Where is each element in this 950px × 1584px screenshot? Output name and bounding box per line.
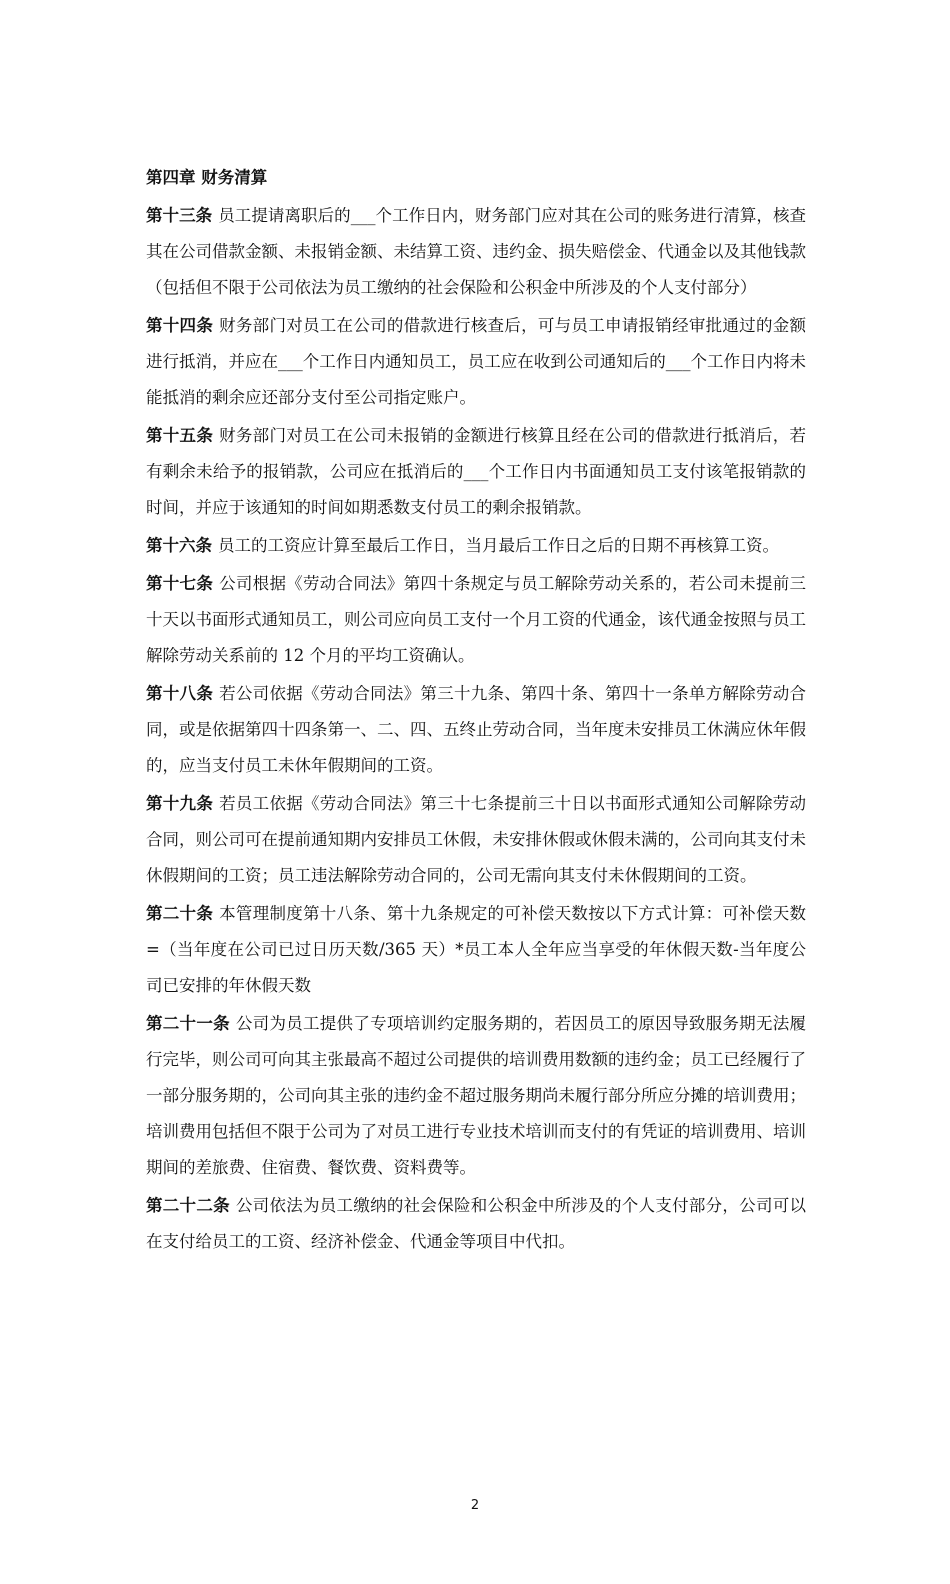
article-label: 第十四条 xyxy=(146,316,214,335)
article-paragraph xyxy=(146,566,806,674)
article-paragraph xyxy=(146,1188,806,1260)
article-list xyxy=(146,198,806,1260)
article-paragraph xyxy=(146,786,806,894)
article-label: 第十六条 xyxy=(146,536,212,555)
article-paragraph xyxy=(146,418,806,526)
article-paragraph xyxy=(146,528,806,564)
article-paragraph xyxy=(146,308,806,416)
article-text: 员工提请离职后的___个工作日内，财务部门应对其在公司的账务进行清算，核查其在公司借款金额、未报销金额、未结算工资、违约金、损失赔偿金、代通金以及其他钱款（包括但不限于公司依法为员工缴纳的社会保险和公积金中所涉及的个人支付部分） xyxy=(146,206,807,297)
article-paragraph xyxy=(146,896,806,1004)
article-text: 财务部门对员工在公司未报销的金额进行核算且经在公司的借款进行抵消后，若有剩余未给予的报销款，公司应在抵消后的___个工作日内书面通知员工支付该笔报销款的时间，并应于该通知的时间如期悉数支付员工的剩余报销款。 xyxy=(146,426,807,517)
article-text: 公司为员工提供了专项培训约定服务期的，若因员工的原因导致服务期无法履行完毕，则公司可向其主张最高不超过公司提供的培训费用数额的违约金；员工已经履行了一部分服务期的，公司向其主张的违约金不超过服务期尚未履行部分所应分摊的培训费用；培训费用包括但不限于公司为了对员工进行专业技术培训而支付的有凭证的培训费用、培训期间的差旅费、住宿费、餐饮费、资料费等。 xyxy=(146,1014,807,1177)
article-label: 第二十二条 xyxy=(146,1196,230,1215)
document-body xyxy=(146,160,806,1262)
article-text: 公司根据《劳动合同法》第四十条规定与员工解除劳动关系的，若公司未提前三十天以书面形式通知员工，则公司应向员工支付一个月工资的代通金，该代通金按照与员工解除劳动关系前的 12 个月的平均工资确认。 xyxy=(146,574,807,665)
article-text: 本管理制度第十八条、第十九条规定的可补偿天数按以下方式计算：可补偿天数=（当年度在公司已过日历天数/365 天）*员工本人全年应当享受的年休假天数-当年度公司已安排的年休假天数 xyxy=(146,904,807,995)
article-label: 第十八条 xyxy=(146,684,214,703)
article-paragraph xyxy=(146,676,806,784)
article-paragraph xyxy=(146,1006,806,1186)
article-paragraph xyxy=(146,198,806,306)
article-label: 第十五条 xyxy=(146,426,214,445)
article-text: 若员工依据《劳动合同法》第三十七条提前三十日以书面形式通知公司解除劳动合同，则公司可在提前通知期内安排员工休假，未安排休假或休假未满的，公司向其支付未休假期间的工资；员工违法解除劳动合同的，公司无需向其支付未休假期间的工资。 xyxy=(146,794,807,885)
article-label: 第十九条 xyxy=(146,794,214,813)
article-label: 第十七条 xyxy=(146,574,214,593)
article-text: 财务部门对员工在公司的借款进行核查后，可与员工申请报销经审批通过的金额进行抵消，并应在___个工作日内通知员工，员工应在收到公司通知后的___个工作日内将未能抵消的剩余应还部分支付至公司指定账户。 xyxy=(146,316,807,407)
page-number: 2 xyxy=(470,1498,480,1513)
article-text: 员工的工资应计算至最后工作日，当月最后工作日之后的日期不再核算工资。 xyxy=(218,536,779,555)
chapter-title: 第四章 财务清算 xyxy=(146,168,268,187)
article-text: 公司依法为员工缴纳的社会保险和公积金中所涉及的个人支付部分，公司可以在支付给员工的工资、经济补偿金、代通金等项目中代扣。 xyxy=(146,1196,807,1251)
article-label: 第二十一条 xyxy=(146,1014,230,1033)
article-label: 第十三条 xyxy=(146,206,213,225)
article-label: 第二十条 xyxy=(146,904,214,923)
article-text: 若公司依据《劳动合同法》第三十九条、第四十条、第四十一条单方解除劳动合同，或是依据第四十四条第一、二、四、五终止劳动合同，当年度未安排员工休满应休年假的，应当支付员工未休年假期间的工资。 xyxy=(146,684,807,775)
